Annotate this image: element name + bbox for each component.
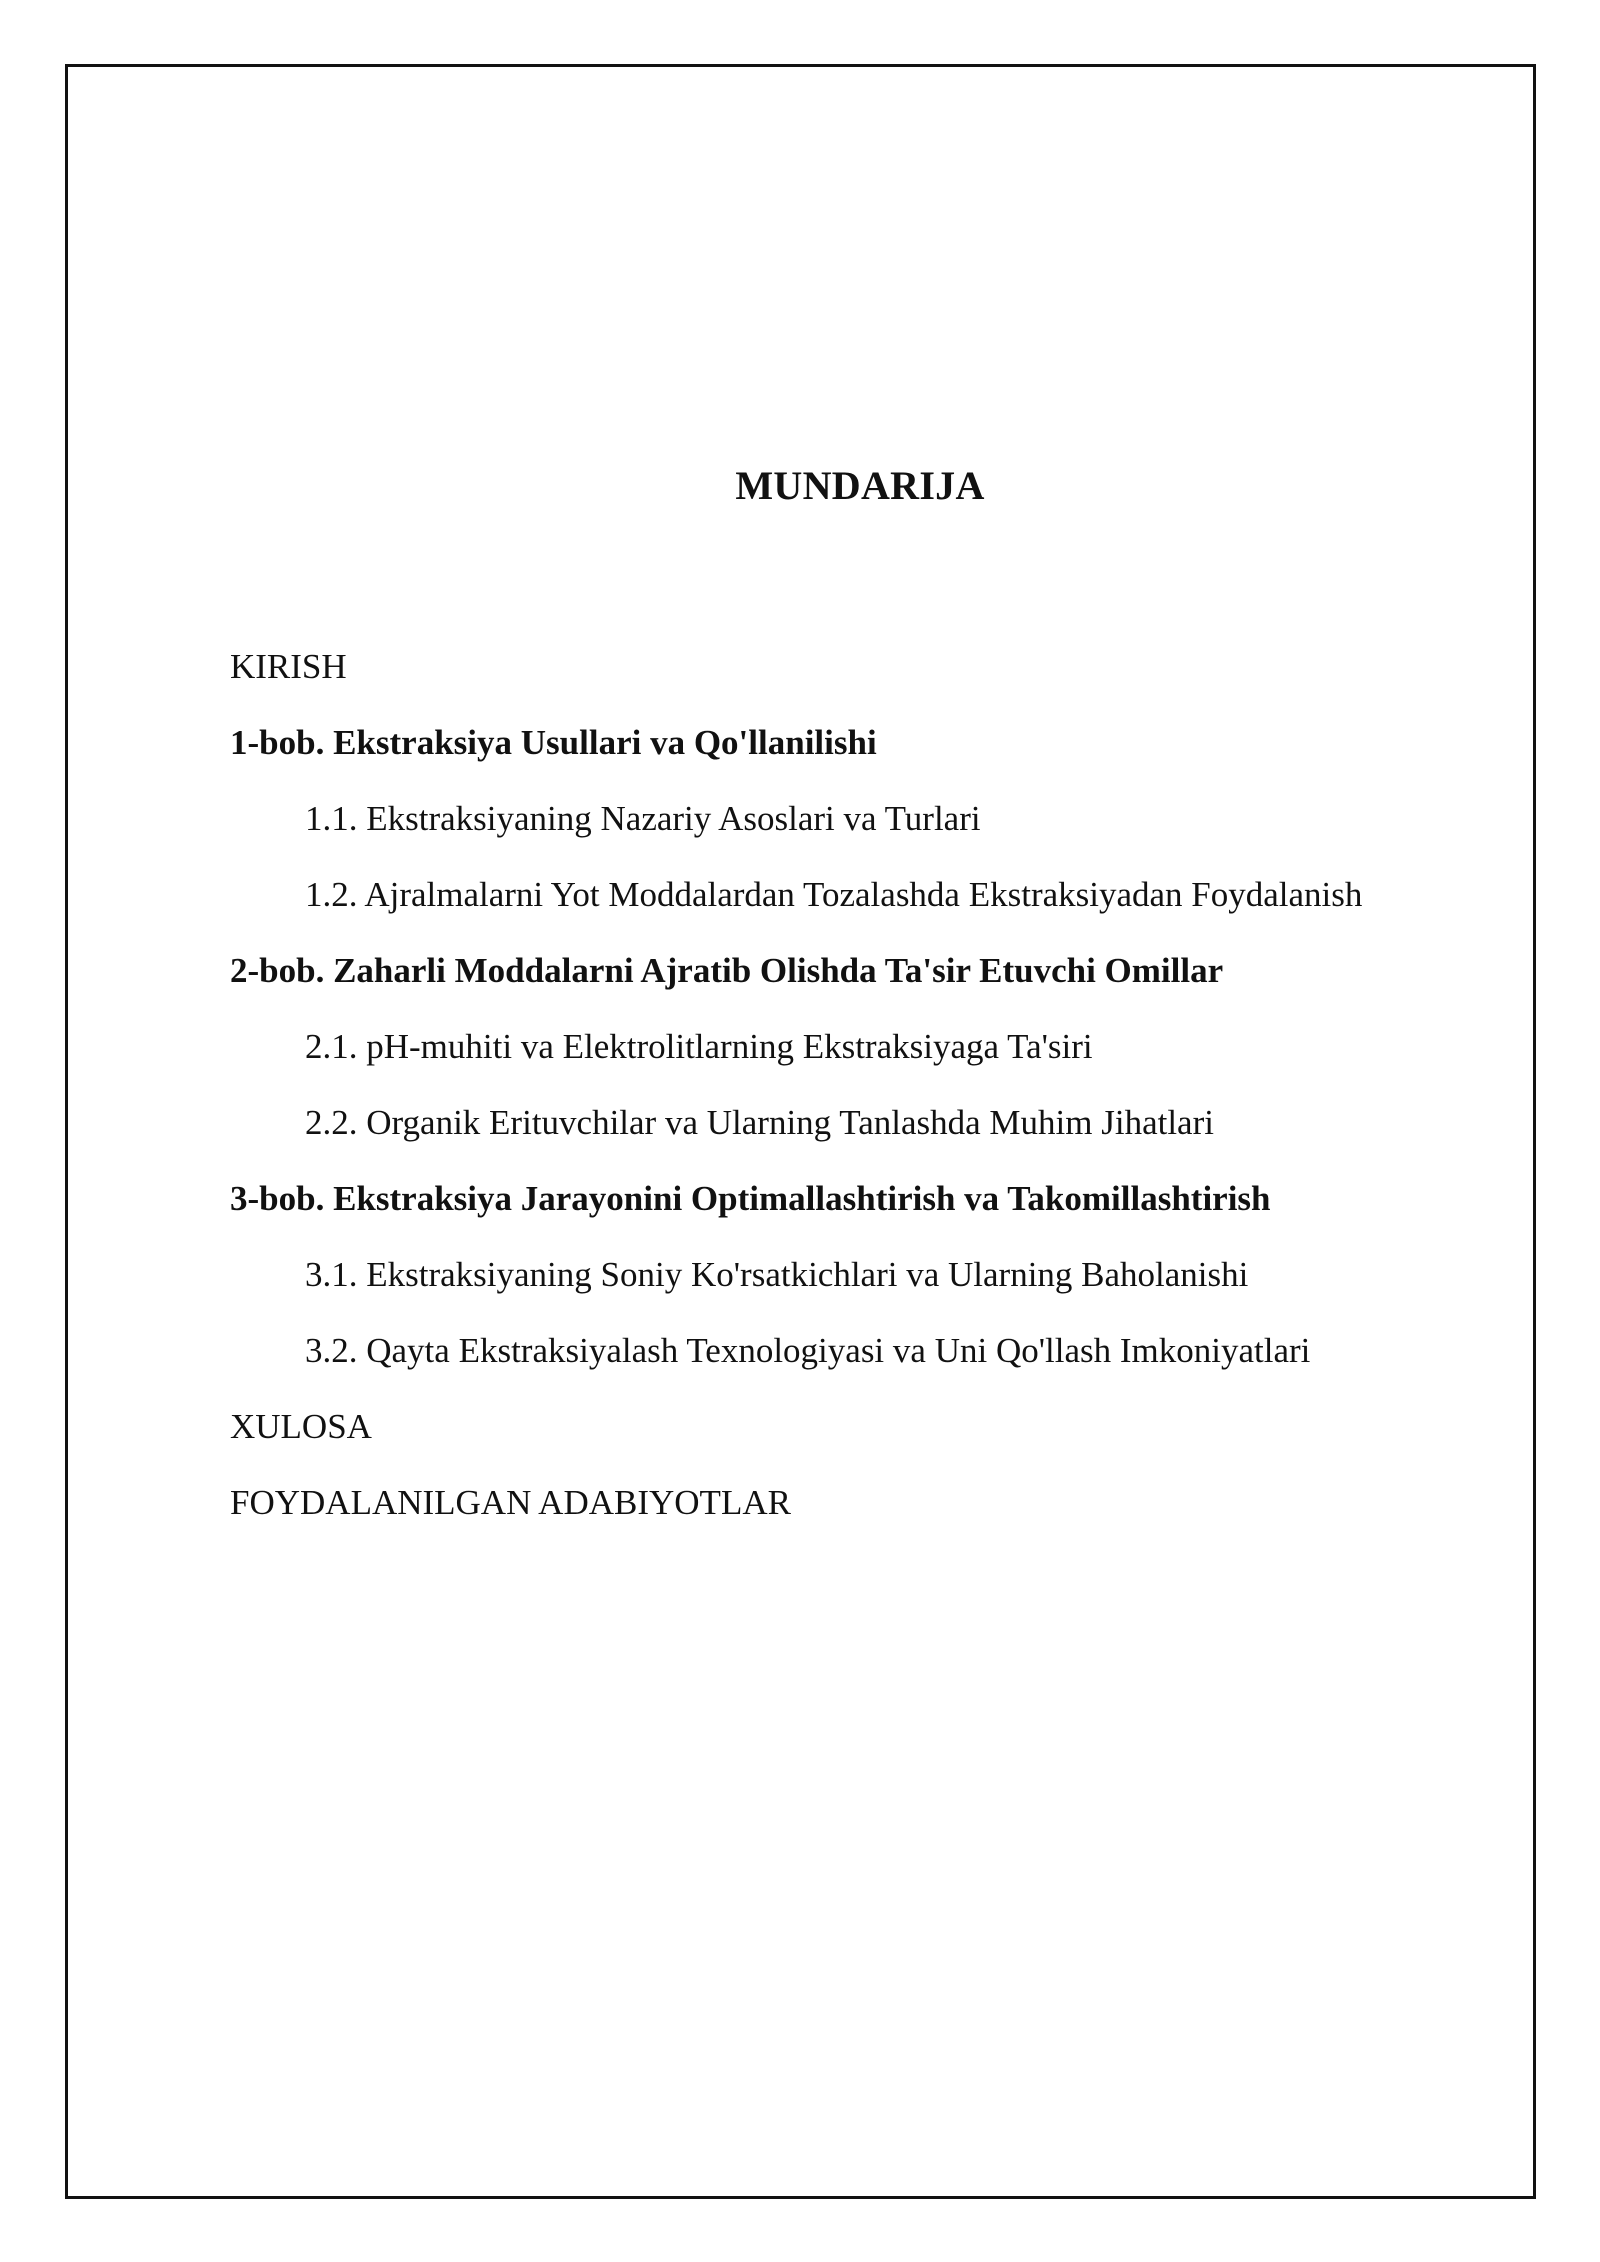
toc-item-xulosa: XULOSA (230, 1407, 372, 1446)
table-of-contents (230, 640, 1362, 1552)
toc-item-2-1: 2.1. pH-muhiti va Elektrolitlarning Ekstraksiyaga Ta'siri (305, 1027, 1093, 1066)
page-title: MUNDARIJA (735, 463, 985, 508)
toc-item-2-2: 2.2. Organik Erituvchilar va Ularning Tanlashda Muhim Jihatlari (305, 1103, 1214, 1142)
toc-item-1-2: 1.2. Ajralmalarni Yot Moddalardan Tozalashda Ekstraksiyadan Foydalanish (305, 875, 1363, 914)
toc-chapter-3: 3-bob. Ekstraksiya Jarayonini Optimallashtirish va Takomillashtirish (230, 1179, 1271, 1218)
toc-chapter-1: 1-bob. Ekstraksiya Usullari va Qo'llanilishi (230, 723, 877, 762)
toc-item-1-1: 1.1. Ekstraksiyaning Nazariy Asoslari va Turlari (305, 799, 981, 838)
toc-item-3-1: 3.1. Ekstraksiyaning Soniy Ko'rsatkichlari va Ularning Baholanishi (305, 1255, 1249, 1294)
toc-item-3-2: 3.2. Qayta Ekstraksiyalash Texnologiyasi va Uni Qo'llash Imkoniyatlari (305, 1331, 1311, 1370)
toc-item-kirish: KIRISH (230, 647, 347, 686)
toc-chapter-2: 2-bob. Zaharli Moddalarni Ajratib Olishda Ta'sir Etuvchi Omillar (230, 951, 1224, 990)
toc-item-references: FOYDALANILGAN ADABIYOTLAR (230, 1483, 791, 1522)
